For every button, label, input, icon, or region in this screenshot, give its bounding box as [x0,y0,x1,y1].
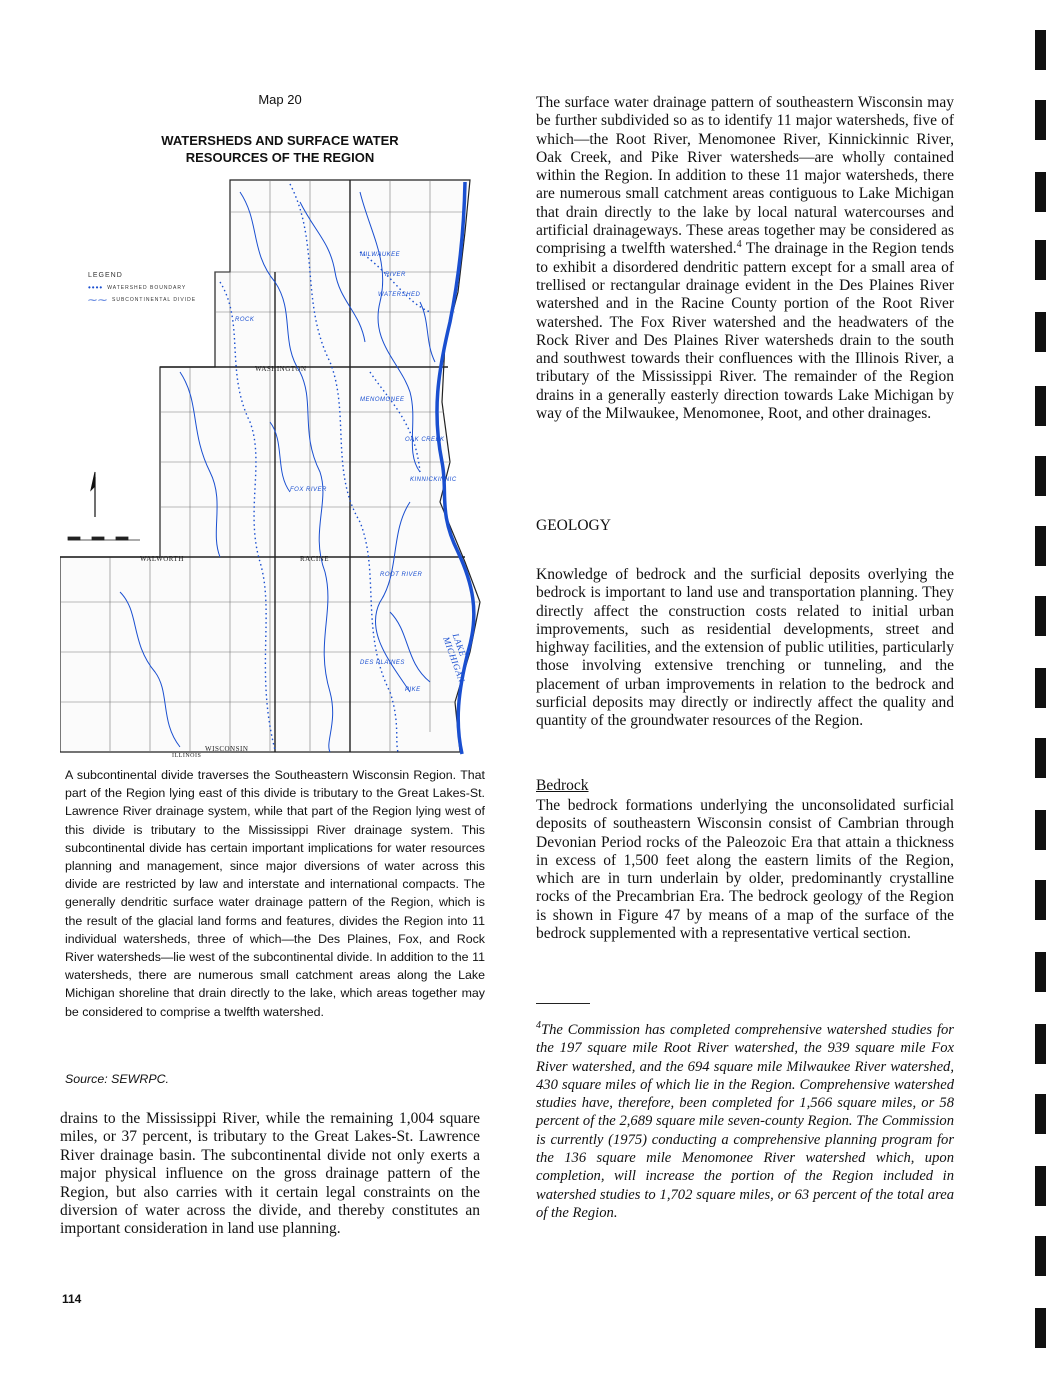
registration-mark [1035,596,1046,636]
registration-mark [1035,386,1046,426]
state-label-illinois: ILLINOIS [172,753,202,759]
map-label-1: MILWAUKEE [360,252,401,258]
map-graphic [60,172,500,762]
page-number: 114 [62,1292,82,1306]
legend-title: LEGEND [88,272,123,279]
bedrock-paragraph: The bedrock formations underlying the unconsolidated surficial deposits of southeastern Wisconsin consist of Cambrian through Devonian Period rocks of the Paleozoic Era that attain a thickness in excess of 1,500 feet along the eastern limits of the Region, which are in turn underlain by older, predominantly crystalline rocks of the Precambrian Era. The bedrock geology of the Region is shown in Figure 47 by means of a map of the surface of the bedrock supplemented with a representative vertical section. [536,797,954,943]
footnote-marker: 4 [536,1020,541,1032]
registration-mark [1035,172,1046,212]
legend-item-divide-label: SUBCONTINENTAL DIVIDE [112,297,197,303]
geology-heading: GEOLOGY [536,517,611,534]
watershed-paragraph-part1: The surface water drainage pattern of southeastern Wisconsin may be further subdivided so as to identify 11 major watersheds, five of which—the Root River, Menomonee River, Kinnickinnic River, Oak Creek, and Pike River watersheds—are wholly contained within the Region. In addition to these 11 major watersheds, there are numerous small catchment areas contiguous to Lake Michigan that drain directly to the lake by local natural watercourses and artificial drainageways. These areas together may be considered as comprising a twelfth watershed. [536,94,954,258]
county-label-racine: RACINE [300,555,330,563]
registration-mark [1035,1236,1046,1276]
registration-mark [1035,668,1046,708]
registration-mark [1035,810,1046,850]
footnote-divider [536,1003,590,1004]
registration-marks [1035,0,1055,1380]
watershed-paragraph [536,94,954,423]
registration-mark [1035,952,1046,992]
map-label-2: ROCK [235,317,255,323]
legend-item-divide: ⁓⁓ SUBCONTINENTAL DIVIDE [88,295,197,305]
county-label-walworth: WALWORTH [140,555,184,563]
lake-michigan-label: LAKE MICHIGAN [441,632,469,684]
footnote-ref: 4 [736,239,742,251]
map-legend [88,270,196,306]
map-label-10: MENOMONEE [360,397,405,403]
footnote [536,1021,954,1222]
map-number: Map 20 [258,92,302,107]
watershed-map [60,172,500,762]
map-label-7: PIKE [405,687,421,693]
county-label-washington: WASHINGTON [255,365,307,373]
footnote-text: The Commission has completed comprehensive watershed studies for the 197 square mile Root River watershed, the 939 square mile Fox River watershed, and the 694 square mile Milwaukee River watershed, 430 square miles of which lie in the Region. Comprehensive watershed studies have, therefore, been completed for 1,566 square miles, or 58 percent of the 2,689 square mile seven-county Region. The Commission is currently (1975) conducting a comprehensive planning program for the 136 square mile Menomonee River watershed which, upon completion, will increase the portion of the Region included in watershed studies to 1,702 square miles, or 63 percent of the total area of the Region. [536,1022,954,1221]
legend-item-watershed-label: WATERSHED BOUNDARY [107,285,187,291]
registration-mark [1035,880,1046,920]
bedrock-subheading: Bedrock [536,777,589,794]
registration-mark [1035,1308,1046,1348]
map-caption: A subcontinental divide traverses the Southeastern Wisconsin Region. That part of the Region lying east of this divide is tributary to the Great Lakes-St. Lawrence River drainage system, while that part of the Region lying west of this divide is tributary to the Mississippi River drainage system. This subcontinental divide has certain important implications for water resources planning and management, since major diversions of water across this divide are restricted by law and interstate and international compacts. The generally dendritic surface water drainage pattern of the Region, which is the result of the glacial land forms and features, divides the Region into 11 individual watersheds, three of which—the Des Plaines, Fox, and Rock River watersheds—lie west of the subcontinental divide. In addition to the 11 watersheds, there are numerous small catchment areas along the Lake Michigan shoreline that drain directly to the lake, which areas together may be considered to comprise a twelfth watershed. [65,768,485,1019]
registration-mark [1035,100,1046,140]
state-label-wisconsin: WISCONSIN [205,745,249,753]
map-title [120,132,440,166]
registration-mark [1035,1166,1046,1206]
map-title-line1: WATERSHEDS AND SURFACE WATER [161,133,399,148]
registration-mark [1035,312,1046,352]
geology-paragraph: Knowledge of bedrock and the surficial deposits overlying the bedrock is important to land use and transportation planning. They directly affect the construction costs related to initial urban improvements, such as residential developments, street and highway facilities, and the extension of public utilities, particularly those involving extensive trenching or tunneling, and the placement of urban improvements in relation to the bedrock and surficial deposits may directly or indirectly affect the quality and quantity of the groundwater resources of the Region. [536,566,954,730]
map-label-8: KINNICKINNIC [410,477,457,483]
registration-mark [1035,456,1046,496]
registration-mark [1035,1024,1046,1064]
map-title-line2: RESOURCES OF THE REGION [185,150,375,165]
registration-mark [1035,1094,1046,1134]
map-source: Source: SEWRPC. [65,1072,169,1086]
scale-bar [68,537,140,540]
legend-item-watershed: •••• WATERSHED BOUNDARY [88,283,187,292]
map-label-9: OAK CREEK [405,437,445,443]
map-label-4: ROOT RIVER [380,572,423,578]
map-label-6: DES PLAINES [360,660,405,666]
registration-mark [1035,738,1046,778]
registration-mark [1035,526,1046,566]
map-label-0: RIVER [385,272,406,278]
registration-mark [1035,240,1046,280]
north-arrow-icon [91,472,95,517]
map-label-5: WATERSHED [378,292,421,298]
left-body-paragraph: drains to the Mississippi River, while the remaining 1,004 square miles, or 37 percent, is tributary to the Great Lakes-St. Lawrence River drainage basin. The subcontinental divide not only exerts a major physical influence on the gross drainage pattern of the Region, but also carries with it certain legal constraints on the diversion of water across the divide, and thereby constitutes an important consideration in land use planning. [60,1110,480,1238]
map-label-3: FOX RIVER [290,487,327,493]
watershed-paragraph-part2: The drainage in the Region tends to exhibit a disordered dendritic pattern except for a small area of trellised or rectangular drainage evident in the Des Plaines River watershed and in the Racine County portion of the Root River watershed. The Fox River watershed and the headwaters of the Rock River and Des Plaines River watersheds drain to the south and southwest towards their confluences with the Illinois River, a tributary of the Mississippi River. The remainder of the Region drains in a generally easterly direction towards Lake Michigan by way of the Milwaukee, Menomonee, Root, and other drainages. [536,240,954,423]
registration-mark [1035,30,1046,70]
